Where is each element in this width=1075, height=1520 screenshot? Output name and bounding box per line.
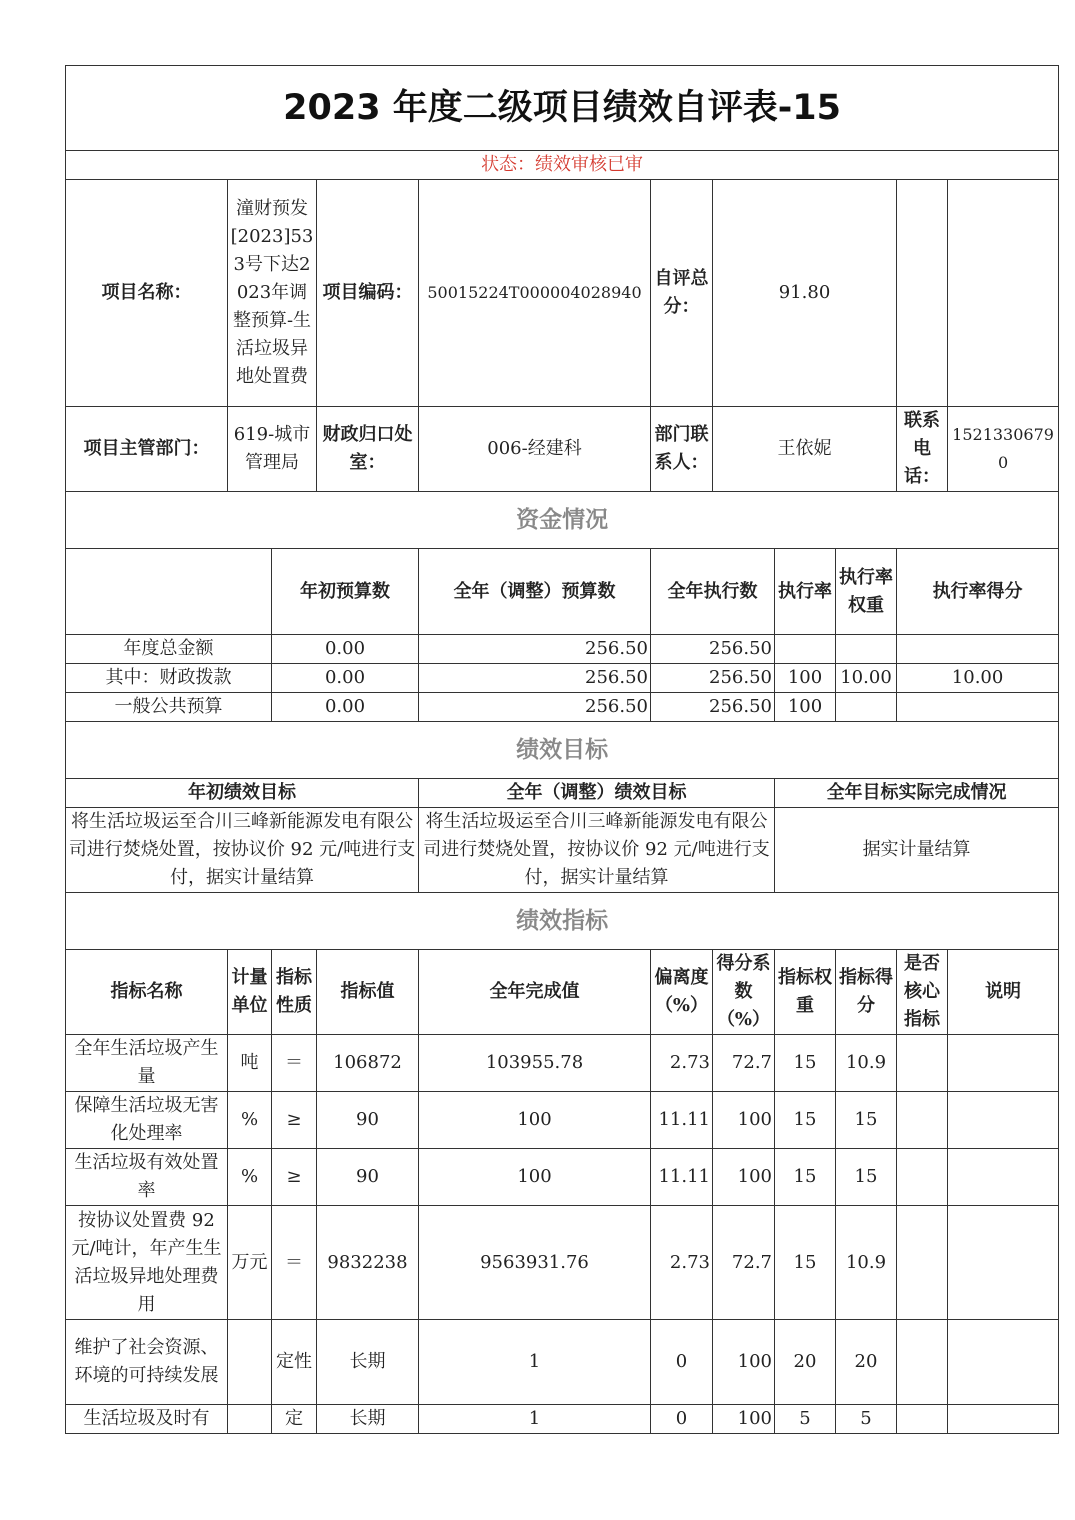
project-name: 潼财预发[2023]533号下达2023年调整预算-生活垃圾异地处置费 [228,180,317,407]
table-row [66,1035,1059,1092]
funds-header-initial: 年初预算数 [272,549,419,635]
ind-actual: 100 [419,1092,651,1149]
funds-header-score: 执行率得分 [897,549,1059,635]
funds-header-executed: 全年执行数 [651,549,775,635]
funds-row-score [897,635,1059,664]
ind-score: 10.9 [836,1035,897,1092]
funds-row-name: 其中：财政拨款 [66,664,272,693]
ind-core [897,1405,948,1434]
ind-deviation: 2.73 [651,1206,713,1320]
status-label: 状态：绩效审核已审 [66,151,1059,180]
ind-name: 维护了社会资源、环境的可持续发展 [66,1320,228,1405]
ind-note [948,1092,1059,1149]
ind-value: 长期 [317,1320,419,1405]
ind-nature: 定 [272,1405,317,1434]
ind-unit [228,1320,272,1405]
ind-coef: 72.7 [713,1035,775,1092]
finance-office-value: 006-经建科 [419,407,651,492]
ind-name: 按协议处置费 92 元/吨计，年产生生活垃圾异地处理费用 [66,1206,228,1320]
contact-label: 部门联系人： [651,407,713,492]
funds-row-rate [775,635,836,664]
ind-weight: 15 [775,1206,836,1320]
ind-unit: % [228,1092,272,1149]
indicators-section-title: 绩效指标 [66,893,1059,950]
ind-weight: 15 [775,1149,836,1206]
ind-header-core: 是否核心指标 [897,950,948,1035]
goals-section-title: 绩效目标 [66,722,1059,779]
ind-weight: 5 [775,1405,836,1434]
project-name-label: 项目名称： [66,180,228,407]
ind-header-name: 指标名称 [66,950,228,1035]
funds-row-weight [836,693,897,722]
ind-score: 10.9 [836,1206,897,1320]
funds-row-initial: 0.00 [272,635,419,664]
funds-row-executed: 256.50 [651,664,775,693]
funds-row-rate: 100 [775,693,836,722]
ind-name: 生活垃圾及时有 [66,1405,228,1434]
funds-header-blank [66,549,272,635]
ind-actual: 9563931.76 [419,1206,651,1320]
funds-section-title: 资金情况 [66,492,1059,549]
ind-header-weight: 指标权重 [775,950,836,1035]
funds-row-adjusted: 256.50 [419,664,651,693]
ind-score: 20 [836,1320,897,1405]
ind-core [897,1206,948,1320]
ind-value: 9832238 [317,1206,419,1320]
ind-nature: ＝ [272,1035,317,1092]
ind-header-score: 指标得分 [836,950,897,1035]
ind-deviation: 11.11 [651,1092,713,1149]
ind-note [948,1149,1059,1206]
ind-coef: 72.7 [713,1206,775,1320]
ind-header-note: 说明 [948,950,1059,1035]
goals-header-adjusted: 全年（调整）绩效目标 [419,779,775,808]
ind-core [897,1092,948,1149]
contact-value: 王依妮 [713,407,897,492]
funds-row-name: 年度总金额 [66,635,272,664]
ind-deviation: 11.11 [651,1149,713,1206]
ind-nature: ＝ [272,1206,317,1320]
ind-nature: ≥ [272,1149,317,1206]
funds-row-executed: 256.50 [651,635,775,664]
ind-actual: 103955.78 [419,1035,651,1092]
goal-adjusted-text: 将生活垃圾运至合川三峰新能源发电有限公司进行焚烧处置，按协议价 92 元/吨进行支付，据实计量结算 [419,808,775,893]
goal-actual-text: 据实计量结算 [775,808,1059,893]
ind-actual: 1 [419,1320,651,1405]
ind-actual: 100 [419,1149,651,1206]
funds-row-name: 一般公共预算 [66,693,272,722]
empty-cell [948,180,1059,407]
goals-header-actual: 全年目标实际完成情况 [775,779,1059,808]
table-row [66,1405,1059,1434]
dept-value: 619-城市管理局 [228,407,317,492]
ind-deviation: 2.73 [651,1035,713,1092]
ind-value: 106872 [317,1035,419,1092]
empty-cell [897,180,948,407]
ind-value: 长期 [317,1405,419,1434]
ind-name: 保障生活垃圾无害化处理率 [66,1092,228,1149]
table-row [66,1206,1059,1320]
funds-header-rate: 执行率 [775,549,836,635]
ind-note [948,1320,1059,1405]
ind-note [948,1206,1059,1320]
funds-row-adjusted: 256.50 [419,635,651,664]
ind-name: 生活垃圾有效处置率 [66,1149,228,1206]
self-score: 91.80 [713,180,897,407]
finance-office-label: 财政归口处室： [317,407,419,492]
ind-header-value: 指标值 [317,950,419,1035]
ind-coef: 100 [713,1320,775,1405]
phone-value: 15213306790 [948,407,1059,492]
funds-header-weight: 执行率权重 [836,549,897,635]
ind-score: 15 [836,1092,897,1149]
ind-core [897,1149,948,1206]
table-row [66,1320,1059,1405]
phone-label: 联系电话： [897,407,948,492]
table-row [66,1092,1059,1149]
ind-header-actual: 全年完成值 [419,950,651,1035]
page-title: 2023 年度二级项目绩效自评表-15 [66,66,1059,151]
funds-row-initial: 0.00 [272,693,419,722]
funds-row-rate: 100 [775,664,836,693]
ind-core [897,1320,948,1405]
ind-deviation: 0 [651,1405,713,1434]
funds-header-adjusted: 全年（调整）预算数 [419,549,651,635]
ind-weight: 15 [775,1035,836,1092]
funds-row-score: 10.00 [897,664,1059,693]
ind-coef: 100 [713,1149,775,1206]
ind-core [897,1035,948,1092]
ind-value: 90 [317,1092,419,1149]
ind-nature: 定性 [272,1320,317,1405]
goals-header-initial: 年初绩效目标 [66,779,419,808]
ind-note [948,1405,1059,1434]
ind-weight: 20 [775,1320,836,1405]
ind-actual: 1 [419,1405,651,1434]
project-code: 50015224T000004028940 [419,180,651,407]
ind-coef: 100 [713,1092,775,1149]
funds-row-adjusted: 256.50 [419,693,651,722]
ind-unit: 吨 [228,1035,272,1092]
ind-coef: 100 [713,1405,775,1434]
ind-score: 5 [836,1405,897,1434]
funds-row-initial: 0.00 [272,664,419,693]
ind-deviation: 0 [651,1320,713,1405]
funds-row-score [897,693,1059,722]
self-evaluation-table [65,65,1059,1434]
ind-unit: % [228,1149,272,1206]
ind-value: 90 [317,1149,419,1206]
funds-row-executed: 256.50 [651,693,775,722]
ind-nature: ≥ [272,1092,317,1149]
ind-header-deviation: 偏离度（%） [651,950,713,1035]
ind-header-nature: 指标性质 [272,950,317,1035]
score-label: 自评总分： [651,180,713,407]
goal-initial-text: 将生活垃圾运至合川三峰新能源发电有限公司进行焚烧处置，按协议价 92 元/吨进行支付，据实计量结算 [66,808,419,893]
ind-name: 全年生活垃圾产生量 [66,1035,228,1092]
funds-row-weight: 10.00 [836,664,897,693]
ind-header-coef: 得分系数（%） [713,950,775,1035]
table-row [66,1149,1059,1206]
project-code-label: 项目编码： [317,180,419,407]
ind-weight: 15 [775,1092,836,1149]
funds-row-weight [836,635,897,664]
dept-label: 项目主管部门： [66,407,228,492]
ind-note [948,1035,1059,1092]
ind-unit [228,1405,272,1434]
ind-header-unit: 计量单位 [228,950,272,1035]
ind-unit: 万元 [228,1206,272,1320]
ind-score: 15 [836,1149,897,1206]
